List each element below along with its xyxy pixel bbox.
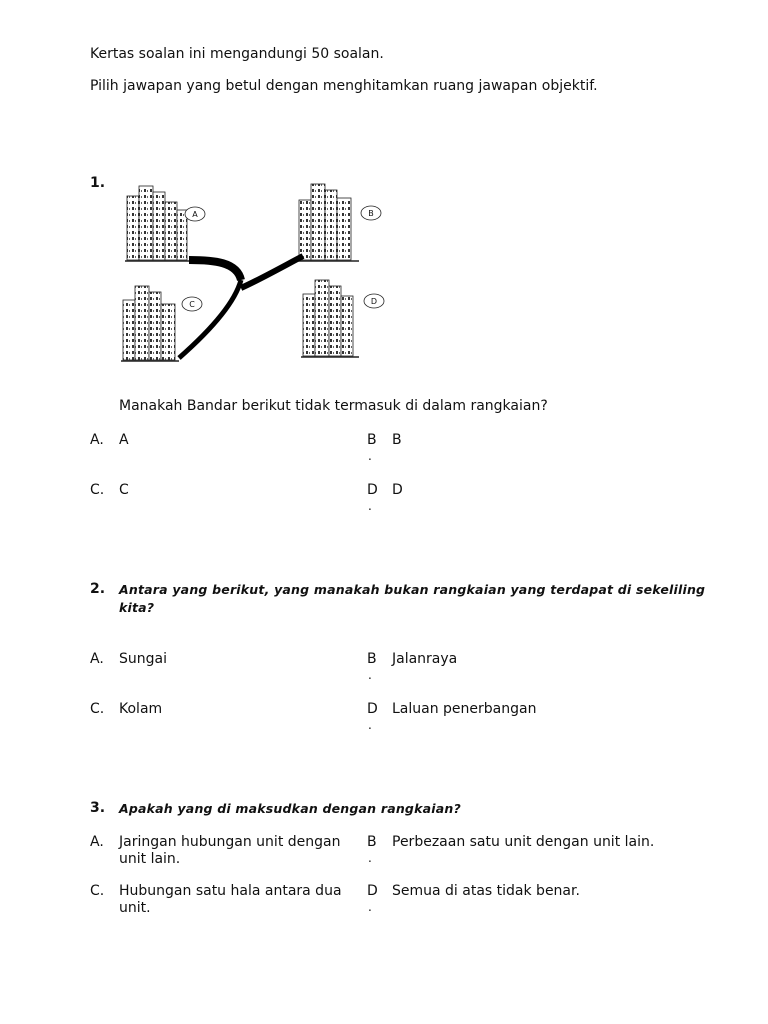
question-1-network-figure	[119, 176, 424, 390]
question-1-number: 1.	[90, 175, 106, 191]
figure-label-b: B	[368, 209, 374, 218]
city-a-buildings	[125, 186, 189, 261]
q2-option-c-letter: C.	[90, 701, 105, 717]
question-1-text: Manakah Bandar berikut tidak termasuk di dalam rangkaian?	[119, 398, 548, 414]
q2-option-a-text[interactable]: Sungai	[119, 651, 167, 667]
q1-option-b-text[interactable]: B	[392, 432, 402, 448]
q3-option-c-letter: C.	[90, 883, 105, 899]
q1-option-d-letter: D	[367, 482, 378, 498]
figure-label-c: C	[189, 300, 195, 309]
q1-option-a-letter: A.	[90, 432, 104, 448]
q1-option-b-dot: .	[368, 449, 372, 463]
question-3-text: Apakah yang di maksudkan dengan rangkaian?	[119, 801, 461, 816]
q3-option-a-letter: A.	[90, 834, 104, 850]
road-b-junction	[241, 256, 303, 288]
city-b-buildings	[297, 184, 359, 261]
q1-option-c-text[interactable]: C	[119, 482, 129, 498]
instruction-line-1: Kertas soalan ini mengandungi 50 soalan.	[90, 46, 384, 62]
q1-option-a-text[interactable]: A	[119, 432, 129, 448]
q2-option-d-letter: D	[367, 701, 378, 717]
q3-option-c-text-line-2[interactable]: unit.	[119, 900, 151, 916]
q2-option-b-dot: .	[368, 668, 372, 682]
question-2-number: 2.	[90, 581, 106, 597]
road-a-junction	[189, 260, 241, 280]
q3-option-b-text[interactable]: Perbezaan satu unit dengan unit lain.	[392, 834, 655, 850]
q3-option-d-text[interactable]: Semua di atas tidak benar.	[392, 883, 580, 899]
q1-option-d-dot: .	[368, 499, 372, 513]
q1-option-c-letter: C.	[90, 482, 105, 498]
q3-option-b-letter: B	[367, 834, 377, 850]
q2-option-a-letter: A.	[90, 651, 104, 667]
city-d-buildings	[301, 280, 359, 357]
q2-option-c-text[interactable]: Kolam	[119, 701, 163, 717]
q2-option-d-dot: .	[368, 718, 372, 732]
q3-option-c-text-line-1[interactable]: Hubungan satu hala antara dua	[119, 883, 342, 899]
instruction-line-2: Pilih jawapan yang betul dengan menghitamkan ruang jawapan objektif.	[90, 78, 598, 94]
q3-option-b-dot: .	[368, 851, 372, 865]
q2-option-d-text[interactable]: Laluan penerbangan	[392, 701, 537, 717]
q3-option-a-text-line-2[interactable]: unit lain.	[119, 851, 181, 867]
city-c-buildings	[121, 286, 179, 361]
question-2-text-line-1: Antara yang berikut, yang manakah bukan rangkaian yang terdapat di sekeliling	[119, 582, 706, 597]
q3-option-d-letter: D	[367, 883, 378, 899]
q3-option-d-dot: .	[368, 900, 372, 914]
q2-option-b-letter: B	[367, 651, 377, 667]
question-2-text-line-2: kita?	[119, 600, 155, 615]
q1-option-b-letter: B	[367, 432, 377, 448]
q2-option-b-text[interactable]: Jalanraya	[392, 651, 458, 667]
figure-label-d: D	[370, 297, 378, 306]
road-c-junction	[179, 280, 241, 358]
figure-label-a: A	[192, 210, 198, 219]
question-3-number: 3.	[90, 800, 106, 816]
q3-option-a-text-line-1[interactable]: Jaringan hubungan unit dengan	[119, 834, 341, 850]
q1-option-d-text[interactable]: D	[392, 482, 403, 498]
